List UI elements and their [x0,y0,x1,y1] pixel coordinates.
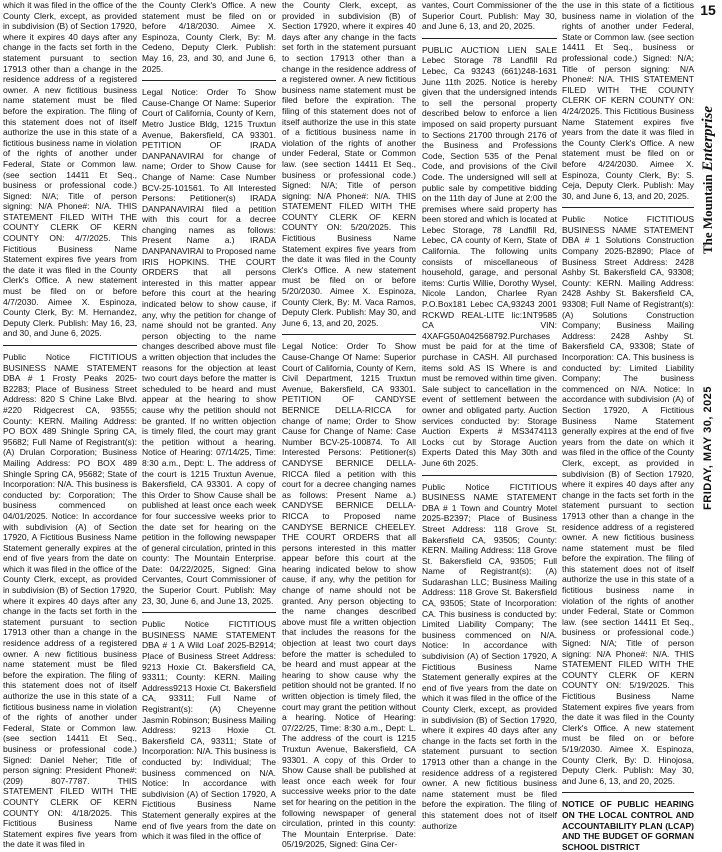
notice-fbn-wild-loaf: Public Notice FICTITIOUS BUSINESS NAME STATEMENT DBA # 1 A Wild Loaf 2025-B2914; Place of Business Street Address: 9213 Hoxie Ct. Bakersfield CA, 93311; County: KERN. Mailing Address9213 Hoxie Ct. Bakersfield CA, 93311; Full Name of Registrant(s): (A) Cheyenne Jasmin Robinson; Business Mailing Address: 9213 Hoxie Ct. Bakersfield CA, 93311; State of Incorporation: N/A. This business is conducted by: Individual; The business commenced on N/A. Notice: In accordance with subdivision (A) of Section 17920, A Fictitious Business Name Statement generally expires at the end of five years from the date on which it was filed in the office of [142,619,276,842]
notice-divider [562,207,694,208]
notice-public-hearing-lcap: NOTICE OF PUBLIC HEARING ON THE LOCAL CONTROL AND ACCOUNTABILITY PLAN (LCAP) AND THE BUDGET OF GORMAN SCHOOL DISTRICT [562,799,694,852]
notice-fbn-wild-loaf-end: the County Clerk, except, as provided in subdivision (B) of Section 17920, where it expires 40 days after any change in the facts set forth in the statement pursuant to section 17913 other than a change in the residence address of a registered owner. A new fictitious business name statement must be filed before the expiration. The filing of this statement does not of itself authorize the use in this state of a fictitious business name in violation of the rights of another under Federal, State or Common law. (see section 14411 Et Seq., business or professional code.) Signed: N/A; Title of person signing: N/A Phone#: N/A. THIS STATEMENT FILED WITH THE COUNTY CLERK OF KERN COUNTY ON: 5/20/2025. This Fictitious Business Name Statement expires five years from the date it was filed in the County Clerk's Office. A new statement must be filed on or before 5/20/2030. Aimee X. Espinoza, County Clerk, By: M. Vaca Ramos, Deputy Clerk. Publish: May 30, and June 6, 13, and 20, 2025. [282,0,416,328]
date-line: FRIDAY, MAY 30, 2025 [702,386,714,510]
masthead [700,100,720,260]
page-number: 15 [700,2,716,18]
notice-name-change-end: vantes, Court Commissioner of the Superior Court. Publish: May 30, and June 6, 13, and 20, 2025. [422,0,557,32]
notice-fbn-solutions-construction: Public Notice FICTITIOUS BUSINESS NAME STATEMENT DBA # 1 Solutions Construction Company 2025-B2890; Place of Business Street Address: 2428 Ashby St. Bakersfield CA, 93308; County: KERN. Mailing Address: 2428 Ashby St. Bakersfield CA, 93308; Full Name of Registrant(s): (A) Solutions Construction Company; Business Mailing Address: 2428 Ashby St. Bakersfield CA, 93308; State of Incorporation: CA. This business is conducted by: Limited Liability Company; The business commenced on N/A. Notice: In accordance with subdivision (A) of Section 17920, A Fictitious Business Name Statement generally expires at the end of five years from the date on which it was filed in the office of the County Clerk, except, as provided in subdivision (B) of Section 17920, where it expires 40 days after any change in the facts set forth in the statement pursuant to section 17913 other than a change in the residence address of a registered owner. A new fictitious business name statement must be filed before the expiration. The filing of this statement does not of itself authorize the use in this state of a fictitious business name in violation of the rights of another under Federal, State or Common law. (see section 14411 Et Seq., business or professional code.) Signed: N/A; Title of person signing: N/A Phone#: N/A. THIS STATEMENT FILED WITH THE COUNTY CLERK OF KERN COUNTY ON: 5/19/2025. This Fictitious Business Name Statement expires five years from the date it was filed in the County Clerk's Office. A new statement must be filed on or before 5/19/2030. Aimee X. Espinoza, County Clerk, By: D. Hinojosa, Deputy Clerk. Publish: May 30, and June 6, 13, and 20, 2025. [562,214,694,786]
notice-divider [422,38,557,39]
notice-name-change-della-ricca: Legal Notice: Order To Show Cause-Change Of Name: Superior Court of California, County of Kern, Civil Department, 1215 Truxtun Avenue, Bakersfield, CA 93301. PETITION OF CANDYSE BERNICE DELLA-RICCA for change of name; Order to Show Cause for Change of Name: Case Number BCV-25-100874. To All Interested Persons: Petitioner(s) CANDYSE BERNICE DELLA-RICCA filed a petition with this court for a decree changing names as follows: Present Name a.) CANDYSE BERNICE DELLA-RICCA to Proposed name CANDYSE BERNICE CHEELEY. THE COURT ORDERS that all persons interested in this matter appear before this court at the hearing indicated below to show cause, if any, why the petition for change of name should not be granted. Any person objecting to the name changes described above must file a written objection that includes the reasons for the objection at least two court days before the matter is scheduled to be heard and must appear at the hearing to show cause why the petition should not be granted. If no written objection is timely filed, the court may grant the petition without a hearing. Notice of Hearing: 07/22/25, Time: 8:30 a.m., Dept: L. The address of the court is 1215 Truxtun Avenue, Bakersfield, CA 93301. A copy of this Order to Show Cause shall be published at least once each week for four successive weeks prior to the date set for hearing on the petition in the following newspaper of general circulation, printed in this county: The Mountain Enterprise. Date: 05/19/2025, Signed: Gina Cer- [282,341,416,850]
notice-lien-sale: PUBLIC AUCTION LIEN SALE Lebec Storage 78 Landfill Rd Lebec, Ca 93243 (661)248-1631 June 11th 2025. Notice is hereby given that the undersigned intends to sell the personal property described below to enforce a lien imposed on said property pursuant to Sections 21700 through 2176 of the Business and Professions Code, Section 535 of the Penal Code, and provisions of the Civil Code. The undersigned will sell at public sale by competitive bidding on the 11th day of June at 2:00 the premises where said property has been stored and which is located at Lebec Storage, 78 Landfill Rd, Lebec, CA county of Kern, State of California. The following units consists of miscellaneous of household, garage, and personal items: Curtis Willie, Dorothy Wysel, Nicole Landon, Charlee Ryan P.O.Box181 Lebec CA,93243 2001 RCKWD REAL-LITE lic:1NT9585 CA VIN: 4XAFG50A042568792.Purchases must be paid for at the time of purchase in CASH. All purchased items sold AS IS Where is and must be removed within time given. Sale subject to cancellation in the event of settlement between the owner and obligated party. Auction services conducted by: Storage Auction Experts # MS3474113 Locks cut by Storage Auction Experts Dated this May 30th and June 6th 2025. [422,44,557,468]
column-3 [282,0,416,852]
masthead-name: Enterprise [700,105,716,171]
notice-divider [422,475,557,476]
notice-divider [142,80,276,81]
notice-divider [562,792,694,793]
masthead-pre: The Mountain [700,174,715,255]
notice-fbn-town-country-end: the use in this state of a fictitious business name in violation of the rights of another under Federal, State or Common law. (see section 14411 Et Seq., business or professional code.) Signed: N/A; Title of person signing: N/A Phone#: N/A. THIS STATEMENT FILED WITH THE COUNTY CLERK OF KERN COUNTY ON: 4/24/2025. This Fictitious Business Name Statement expires five years from the date it was filed in the County Clerk's Office. A new statement must be filed on or before 4/24/2030. Aimee X. Espinoza, County Clerk, By: S. Ceja, Deputy Clerk. Publish: May 30, and June 6, 13, and 20, 2025. [562,0,694,201]
notice-name-change-danpanavirai: Legal Notice: Order To Show Cause-Change Of Name: Superior Court of California, County of Kern, Metro Justice Bldg, 1215 Truxtun Avenue, Bakersfield, CA 93301. PETITION OF IRADA DANPANAVIRAI for change of name; Order to Show Cause for Change of Name: Case Number BCV-25-101561. To All Interested Persons: Petitioner(s) IRADA DANPANAVIRAI filed a petition with this court for a decree changing names as follows: Present Name a.) IRADA DANPANAVIRAI to Proposed name IRIS HOPKINS. THE COURT ORDERS that all persons interested in this matter appear before this court at the hearing indicated below to show cause, if any, why the petition for change of name should not be granted. Any person objecting to the name changes described above must file a written objection that includes the reasons for the objection at least two court days before the matter is scheduled to be heard and must appear at the hearing to show cause why the petition should not be granted. If no written objection is timely filed, the court may grant the petition without a hearing. Notice of Hearing: 07/14/25, Time: 8:30 a.m., Dept: L. The address of the court is 1215 Truxtun Avenue, Bakersfield, CA 93301. A copy of this Order to Show Cause shall be published at least once each week for four successive weeks prior to the date set for hearing on the petition in the following newspaper of general circulation, printed in this county: The Mountain Enterprise. Date: 04/22/2025, Signed: Gina Cervantes, Court Commissioner of the Superior Court. Publish: May 23, 30, June 6, and June 13, 2025. [142,87,276,606]
notice-fbn-frosty-peaks-end: the County Clerk's Office. A new statement must be filed on or before 4/18/2030. Aimee X. Espinoza, County Clerk, By: M. Cedeno, Deputy Clerk. Publish: May 16, 23, and 30, and June 6, 2025. [142,0,276,74]
column-2 [142,0,276,852]
notice-fbn-town-country-motel: Public Notice FICTITIOUS BUSINESS NAME STATEMENT DBA # 1 Town and Country Motel 2025-B2397; Place of Business Street Address: 118 Grove St. Bakersfield CA, 93505; County: KERN. Mailing Address: 118 Grove St. Bakersfield CA, 93505; Full Name of Registrant(s): (A) Sudarashan LLC; Business Mailing Address: 118 Grove St. Bakersfield CA, 93505; State of Incorporation: CA. This business is conducted by: Limited Liability Company; The business commenced on N/A. Notice: In accordance with subdivision (A) of Section 17920, A Fictitious Business Name Statement generally expires at the end of five years from the date on which it was filed in the office of the County Clerk, except, as provided in subdivision (B) of Section 17920, where it expires 40 days after any change in the facts set forth in the statement pursuant to section 17913 other than a change in the residence address of a registered owner. A new fictitious business name statement must be filed before the expiration. The filing of this statement does not of itself authorize [422,481,557,831]
notice-fbn-continued: which it was filed in the office of the County Clerk, except, as provided in subdivision (B) of Section 17920, where it expires 40 days after any change in the facts set forth in the statement pursuant to section 17913 other than a change in the residence address of a registered owner. A new fictitious business name statement must be filed before the expiration. The filing of this statement does not of itself authorize the use in this state of a fictitious business name in violation of the rights of another under Federal, State or Common law. (see section 14411 Et Seq., business or professional code.) Signed: N/A; Title of person signing: N/A Phone#: N/A. THIS STATEMENT FILED WITH THE COUNTY CLERK OF KERN COUNTY ON: 4/7/2025. This Fictitious Business Name Statement expires five years from the date it was filed in the County Clerk's Office. A new statement must be filed on or before 4/7/2030. Aimee X. Espinoza, County Clerk, By: M. Hernandez, Deputy Clerk. Publish: May 16, 23, and 30, and June 6, 2025. [3,0,137,339]
page-sidebar [696,0,722,852]
column-5 [562,0,694,852]
notice-divider [142,612,276,613]
notice-divider [282,334,416,335]
column-4 [422,0,557,852]
notice-fbn-frosty-peaks: Public Notice FICTITIOUS BUSINESS NAME STATEMENT DBA # 1 Frosty Peaks 2025-B2283; Place of Business Street Address: 820 S Chine Lake Blvd. #220 Ridgecrest CA, 93555; County: KERN. Mailing Address: PO BOX 489 Shingle Spring CA, 95682; Full Name of Registrant(s): (A) Drulan Corporation; Business Mailing Address: PO BOX 489 Shingle Spring CA, 95682; State of Incorporation: N/A. This business is conducted by: Corporation; The business commenced on 04/01/2025. Notice: In accordance with subdivision (A) of Section 17920, A Fictitious Business Name Statement generally expires at the end of five years from the date on which it was filed in the office of the County Clerk, except, as provided in subdivision (B) of Section 17920, where it expires 40 days after any change in the facts set forth in the statement pursuant to section 17913 other than a change in the residence address of a registered owner. A new fictitious business name statement must be filed before the expiration. The filing of this statement does not of itself authorize the use in this state of a fictitious business name in violation of the rights of another under Federal, State or Common law. (see section 14411 Et Seq., business or professional code.) Signed: Daniel Neher; Title of person signing: President Phone#: (209) 807-7787. THIS STATEMENT FILED WITH THE COUNTY CLERK OF KERN COUNTY ON: 4/18/2025. This Fictitious Business Name Statement expires five years from the date it was filed in [3,352,137,850]
notice-divider [3,345,137,346]
column-1 [3,0,137,852]
